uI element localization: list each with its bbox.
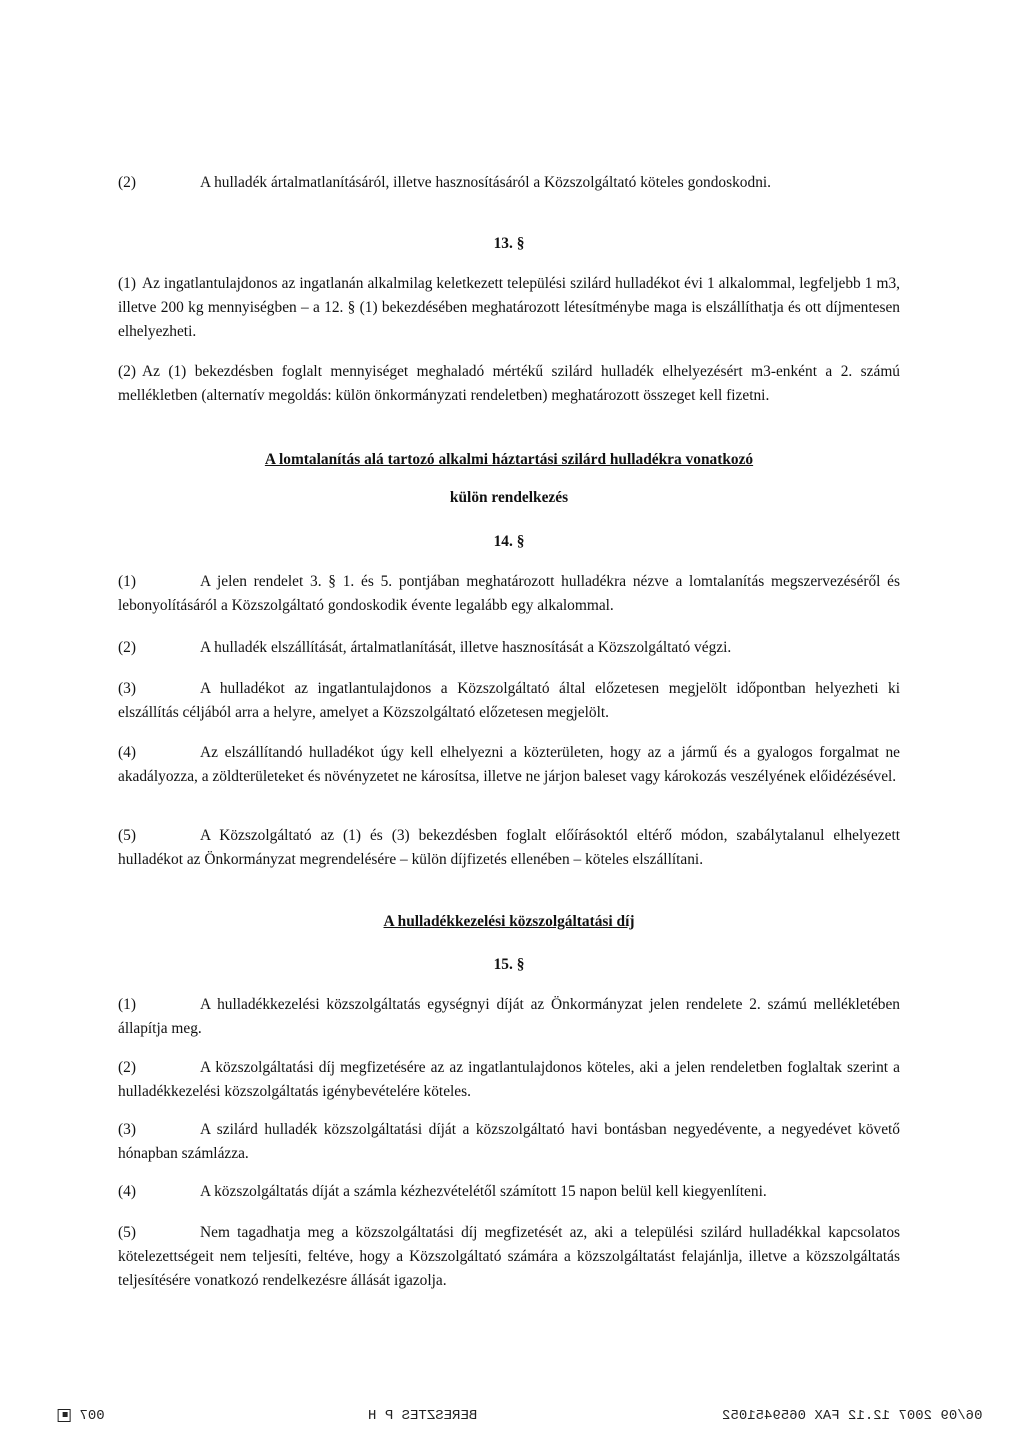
paragraph-text: A közszolgáltatás díját a számla kézhezvételétől számított 15 napon belül kell kiegyenlíteni. bbox=[200, 1183, 767, 1200]
paragraph-number: (3) bbox=[118, 1121, 136, 1138]
paragraph-text: A hulladék ártalmatlanításáról, illetve hasznosításáról a Közszolgáltató köteles gondoskodni. bbox=[200, 174, 772, 191]
section-13-title: 13. § bbox=[493, 235, 525, 252]
paragraph-number: (1) bbox=[118, 996, 136, 1013]
paragraph-number: (2) bbox=[118, 639, 136, 656]
section-15-title: 15. § bbox=[493, 956, 525, 973]
section-heading-lomtalanitas: A lomtalanítás alá tartozó alkalmi háztartási szilárd hulladékra vonatkozó bbox=[264, 451, 754, 468]
paragraph-text: A hulladék elszállítását, ártalmatlanítását, illetve hasznosítását a Közszolgáltató végzi. bbox=[200, 639, 732, 656]
paragraph-15-2 bbox=[118, 1056, 900, 1104]
section-14-title: 14. § bbox=[493, 533, 525, 550]
paragraph-number: (5) bbox=[118, 827, 136, 844]
paragraph-text: A jelen rendelet 3. § 1. és 5. pontjában meghatározott hulladékra nézve a lomtalanítás megszervezéséről és lebonyolításáról a Közszolgáltató gondoskodik évente legalább egy alkalommal. bbox=[118, 573, 900, 614]
paragraph-13-1 bbox=[118, 272, 900, 344]
paragraph-text: A közszolgáltatási díj megfizetésére az az ingatlantulajdonos köteles, aki a jelen rendeletben foglaltak szerint a hulladékkezelési közszolgáltatás igénybevételére köteles. bbox=[118, 1059, 900, 1100]
paragraph-15-5 bbox=[118, 1221, 900, 1293]
section-heading-dij: A hulladékkezelési közszolgáltatási díj bbox=[383, 913, 635, 930]
paragraph-number: (2) bbox=[118, 174, 136, 191]
paragraph-number: (4) bbox=[118, 744, 136, 761]
paragraph-text: A Közszolgáltató az (1) és (3) bekezdésben foglalt előírásoktól eltérő módon, szabálytalanul elhelyezett hulladékot az Önkormányzat megrendelésére – külön díjfizetés ellenében – köteles elszállítani. bbox=[118, 827, 900, 868]
paragraph-number: (2) bbox=[118, 363, 136, 380]
fax-header-line bbox=[722, 1408, 982, 1424]
fax-sender bbox=[368, 1408, 477, 1424]
paragraph-15-1 bbox=[118, 993, 900, 1041]
fax-header-text: 06/09 2007 12.12 FAX 0659451052 bbox=[722, 1408, 983, 1424]
paragraph-number: (5) bbox=[118, 1224, 136, 1241]
fax-sender-text: BERESZTES P H bbox=[368, 1408, 478, 1424]
paragraph-number: (1) bbox=[118, 275, 136, 292]
fax-page-text: 007 bbox=[79, 1408, 105, 1424]
paragraph-12-2 bbox=[118, 171, 900, 195]
fax-icon bbox=[58, 1409, 71, 1422]
paragraph-text: A hulladékkezelési közszolgáltatás egységnyi díját az Önkormányzat jelen rendelete 2. számú mellékletében állapítja meg. bbox=[118, 996, 900, 1037]
section-heading-sub: külön rendelkezés bbox=[449, 489, 569, 506]
paragraph-14-4 bbox=[118, 741, 900, 789]
paragraph-number: (4) bbox=[118, 1183, 136, 1200]
paragraph-14-1 bbox=[118, 570, 900, 618]
paragraph-15-3 bbox=[118, 1118, 900, 1166]
paragraph-13-2 bbox=[118, 360, 900, 408]
paragraph-text: A hulladékot az ingatlantulajdonos a Közszolgáltató által előzetesen megjelölt időpontban helyezheti ki elszállítás céljából arra a helyre, amelyet a Közszolgáltató előzetesen megjelölt. bbox=[118, 680, 900, 721]
paragraph-text: Az elszállítandó hulladékot úgy kell elhelyezni a közterületen, hogy az a jármű és a gyalogos forgalmat ne akadályozza, a zöldterületeket és növényzetet ne károsítsa, illetve ne járjon baleset vagy károkozás veszélyének előidézésével. bbox=[118, 744, 900, 785]
paragraph-text: Nem tagadhatja meg a közszolgáltatási díj megfizetését az, aki a települési szilárd hulladékkal kapcsolatos kötelezettségeit nem teljesíti, feltéve, hogy a Közszolgáltató számára a közszolgáltatást felajánlja, illetve a közszolgáltatás teljesítésére vonatkozó rendelkezésre állását igazolja. bbox=[118, 1224, 900, 1289]
paragraph-text: Az ingatlantulajdonos az ingatlanán alkalmilag keletkezett települési szilárd hulladékot évi 1 alkalommal, legfeljebb 1 m3, illetve 200 kg mennyiségben – a 12. § (1) bekezdésében meghatározott létesítménybe maga is elszállíthatja és ott díjmentesen elhelyezheti. bbox=[118, 275, 900, 340]
paragraph-14-2 bbox=[118, 636, 900, 660]
paragraph-number: (1) bbox=[118, 573, 136, 590]
fax-page-number bbox=[56, 1408, 105, 1424]
paragraph-number: (3) bbox=[118, 680, 136, 697]
paragraph-14-5 bbox=[118, 824, 900, 872]
paragraph-14-3 bbox=[118, 677, 900, 725]
paragraph-text: A szilárd hulladék közszolgáltatási díját a közszolgáltató havi bontásban negyedévente, a negyedévet követő hónapban számlázza. bbox=[118, 1121, 900, 1162]
paragraph-text: Az (1) bekezdésben foglalt mennyiséget meghaladó mértékű szilárd hulladék elhelyezésért m3-enként a 2. számú mellékletben (alternatív megoldás: külön önkormányzati rendeletben) meghatározott összeget kell fizetni. bbox=[118, 363, 900, 404]
paragraph-15-4 bbox=[118, 1180, 900, 1204]
paragraph-number: (2) bbox=[118, 1059, 136, 1076]
